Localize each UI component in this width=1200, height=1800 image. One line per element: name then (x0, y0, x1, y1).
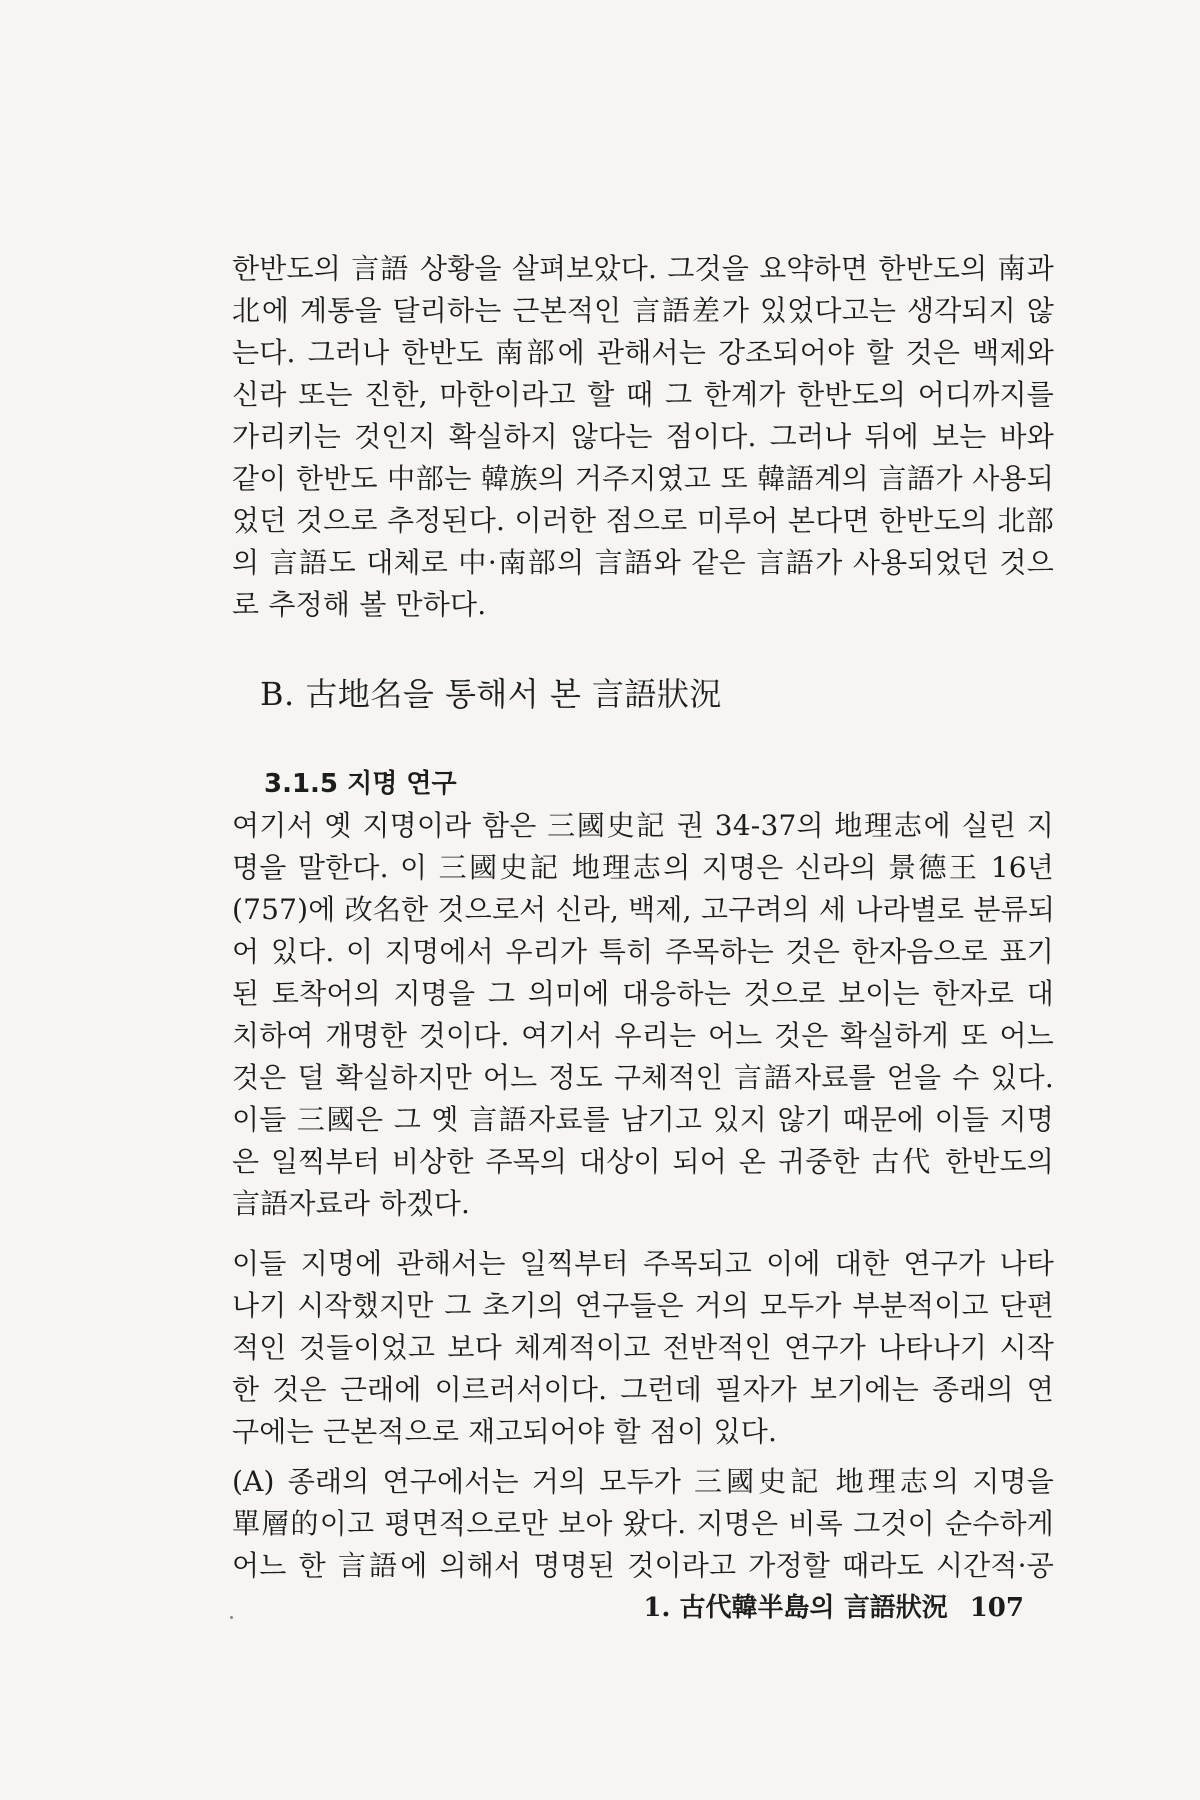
text-line: 이들 三國은 그 옛 言語자료를 남기고 있지 않기 때문에 이들 지명 (232, 1103, 1054, 1136)
running-title: 1. 古代韓半島의 言語狀況 (643, 1593, 948, 1623)
text-line: 의 言語도 대체로 中·南部의 言語와 같은 言語가 사용되었던 것으 (232, 546, 1054, 579)
text-line: 나기 시작했지만 그 초기의 연구들은 거의 모두가 부분적이고 단편 (232, 1289, 1054, 1322)
paragraph-summary (232, 248, 1054, 626)
text-line: 어느 한 言語에 의해서 명명된 것이라고 가정할 때라도 시간적·공 (232, 1549, 1054, 1582)
text-line: 어 있다. 이 지명에서 우리가 특히 주목하는 것은 한자음으로 표기 (232, 935, 1054, 968)
section-heading: B. 古地名을 통해서 본 言語狀況 (260, 675, 722, 713)
text-line: 같이 한반도 中部는 韓族의 거주지였고 또 韓語계의 言語가 사용되 (232, 462, 1054, 495)
text-line: 한 것은 근래에 이르러서이다. 그런데 필자가 보기에는 종래의 연 (232, 1373, 1054, 1406)
text-line: 치하여 개명한 것이다. 여기서 우리는 어느 것은 확실하게 또 어느 (232, 1019, 1054, 1052)
text-line: 명을 말한다. 이 三國史記 地理志의 지명은 신라의 景德王 16년 (232, 851, 1054, 884)
subsection-heading: 3.1.5 지명 연구 (264, 769, 457, 799)
text-line: 것은 덜 확실하지만 어느 정도 구체적인 言語자료를 얻을 수 있다. (232, 1061, 1054, 1094)
text-line: 여기서 옛 지명이라 함은 三國史記 권 34-37의 地理志에 실린 지 (232, 809, 1054, 842)
text-line: 구에는 근본적으로 재고되어야 할 점이 있다. (232, 1415, 778, 1448)
text-line: 었던 것으로 추정된다. 이러한 점으로 미루어 본다면 한반도의 北部 (232, 504, 1054, 537)
text-line: 이들 지명에 관해서는 일찍부터 주목되고 이에 대한 연구가 나타 (232, 1247, 1054, 1280)
paragraph-point-a (232, 1461, 1054, 1587)
paragraph-place-names (232, 805, 1054, 1225)
text-line: 로 추정해 볼 만하다. (232, 588, 487, 621)
text-line: 한반도의 言語 상황을 살펴보았다. 그것을 요약하면 한반도의 南과 (232, 252, 1054, 285)
text-line: 은 일찍부터 비상한 주목의 대상이 되어 온 귀중한 古代 한반도의 (232, 1145, 1054, 1178)
text-line: 가리키는 것인지 확실하지 않다는 점이다. 그러나 뒤에 보는 바와 (232, 420, 1054, 453)
text-line: 北에 계통을 달리하는 근본적인 言語差가 있었다고는 생각되지 않 (232, 294, 1054, 327)
text-line: 적인 것들이었고 보다 체계적이고 전반적인 연구가 나타나기 시작 (232, 1331, 1054, 1364)
text-line: 는다. 그러나 한반도 南部에 관해서는 강조되어야 할 것은 백제와 (232, 336, 1054, 369)
print-speck (230, 1616, 233, 1619)
text-line: 言語자료라 하겠다. (232, 1187, 471, 1220)
text-line: (757)에 改名한 것으로서 신라, 백제, 고구려의 세 나라별로 분류되 (232, 893, 1056, 926)
text-line: 신라 또는 진한, 마한이라고 할 때 그 한계가 한반도의 어디까지를 (232, 378, 1054, 411)
page-number: 107 (969, 1593, 1024, 1623)
text-line: 된 토착어의 지명을 그 의미에 대응하는 것으로 보이는 한자로 대 (232, 977, 1054, 1010)
paragraph-prior-research (232, 1243, 1054, 1453)
text-line: 單層的이고 평면적으로만 보아 왔다. 지명은 비록 그것이 순수하게 (232, 1507, 1054, 1540)
text-line: (A) 종래의 연구에서는 거의 모두가 三國史記 地理志의 지명을 (232, 1465, 1054, 1498)
page-footer (643, 1588, 1024, 1628)
